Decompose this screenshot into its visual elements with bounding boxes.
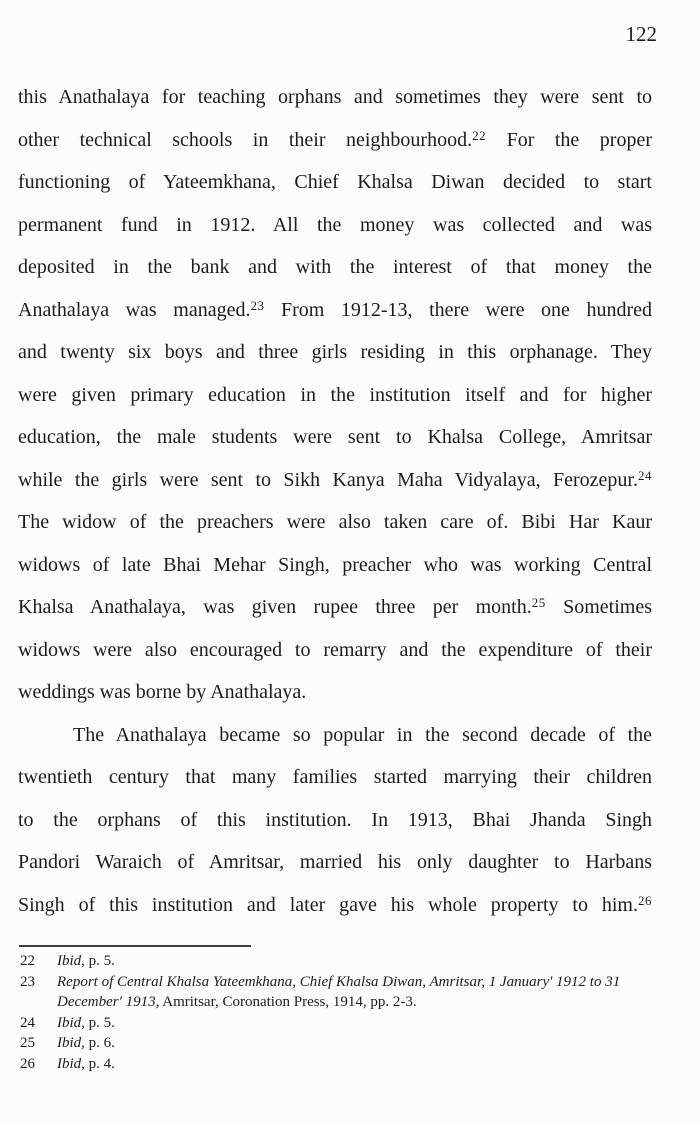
footnote-number: 23: [20, 973, 35, 990]
body-line: twentieth century that many families started marrying their children: [18, 766, 652, 788]
body-line: and twenty six boys and three girls residing in this orphanage. They: [18, 341, 652, 363]
body-line: widows of late Bhai Mehar Singh, preacher who was working Central: [18, 553, 652, 576]
footnote-citation-title: December' 1913,: [57, 994, 160, 1010]
footnote-list: [18, 951, 652, 1074]
body-line: other technical schools in their neighbourhood.$^{22}$ For the proper: [18, 127, 652, 151]
footnote-citation-detail: , p. 4.: [81, 1055, 115, 1072]
footnote-citation-detail: , p. 6.: [81, 1035, 115, 1051]
footnote-citation-title: Report of Central Khalsa Yateemkhana, Chief Khalsa Diwan, Amritsar, 1 January' 1912 to 31: [57, 973, 621, 990]
footnote-number: 22: [20, 953, 35, 969]
body-line: Anathalaya was managed.$^{23}$ From 1912-13, there were one hundred: [18, 297, 652, 321]
footnote-citation-detail: , p. 5.: [81, 953, 115, 969]
body-line: Khalsa Anathalaya, was given rupee three per month.$^{25}$ Sometimes: [18, 595, 652, 618]
body-line: The Anathalaya became so popular in the second decade of the: [73, 723, 652, 746]
footnote-citation-title: Ibid: [57, 1055, 82, 1072]
footnote-citation-detail: Amritsar, Coronation Press, 1914, pp. 2-3.: [159, 994, 417, 1010]
footnote-citation-title: Ibid: [57, 1035, 82, 1051]
footnote-text: [57, 1054, 652, 1075]
footnote-text: [57, 972, 652, 1013]
page-number: 122: [625, 22, 657, 46]
body-text: [18, 76, 652, 926]
body-line: permanent fund in 1912. All the money was collected and was: [18, 213, 652, 236]
footnote-item: [18, 951, 652, 972]
body-line: education, the male students were sent to Khalsa College, Amritsar: [18, 426, 652, 448]
body-line: Singh of this institution and later gave his whole property to him.$^{26}$: [18, 892, 652, 916]
body-line: were given primary education in the institution itself and for higher: [18, 383, 652, 406]
footnote-citation-title: Ibid: [57, 1014, 82, 1031]
body-line: The widow of the preachers were also taken care of. Bibi Har Kaur: [18, 511, 652, 533]
footnote-text: [57, 1013, 652, 1034]
body-line: to the orphans of this institution. In 1913, Bhai Jhanda Singh: [18, 808, 652, 831]
footnote-item: [18, 972, 652, 1013]
footnote-ref: 22: [472, 127, 487, 143]
body-line: while the girls were sent to Sikh Kanya Maha Vidyalaya, Ferozepur.$^{24}$: [18, 467, 652, 491]
footnote-ref: 25: [531, 595, 546, 610]
footnote-separator: [19, 945, 251, 947]
body-line: functioning of Yateemkhana, Chief Khalsa Diwan decided to start: [18, 171, 652, 193]
body-line: this Anathalaya for teaching orphans and sometimes they were sent to: [18, 86, 652, 108]
footnote-ref: 26: [638, 892, 652, 908]
body-line: widows were also encouraged to remarry and the expenditure of their: [18, 638, 652, 661]
footnote-item: [18, 1013, 652, 1034]
footnote-citation-title: Ibid: [57, 953, 82, 969]
footnote-item: [18, 1033, 652, 1054]
body-line: Pandori Waraich of Amritsar, married his only daughter to Harbans: [18, 851, 652, 873]
footnote-text: [57, 1033, 652, 1054]
body-line: weddings was borne by Anathalaya.: [18, 681, 307, 703]
footnote-text: [57, 951, 652, 972]
footnote-number: 24: [20, 1014, 35, 1031]
footnote-ref: 23: [250, 297, 265, 313]
footnote-ref: 24: [638, 467, 652, 483]
body-line: deposited in the bank and with the interest of that money the: [18, 256, 652, 278]
footnote-item: [18, 1054, 652, 1075]
footnote-citation-detail: , p. 5.: [81, 1014, 115, 1031]
footnote-number: 25: [20, 1035, 35, 1051]
footnote-number: 26: [20, 1055, 35, 1072]
footnote-section: [18, 945, 652, 1074]
